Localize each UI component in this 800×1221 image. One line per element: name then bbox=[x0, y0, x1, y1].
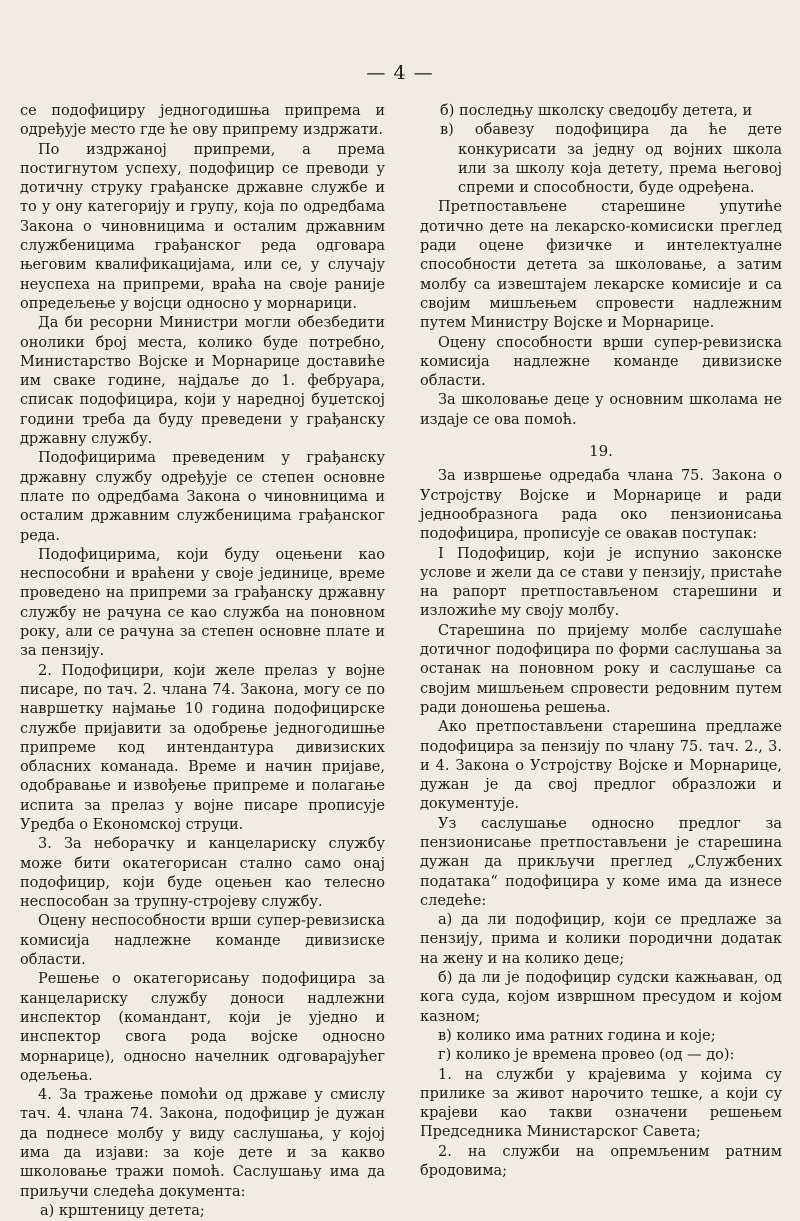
paragraph: І Подофицир, који је испунио законске услове и жели да се стави у пензију, пристаће на рапорт претпостављеном старешини и изложиће му своју молбу. bbox=[420, 545, 782, 620]
paragraph: Подофицирима, који буду оцењени као неспособни и враћени у своје јединице, време проведено на припреми за грађанску државну службу не рачуна се као служба на поновном року, али се рачуна за степен основне плате и за пензију. bbox=[20, 546, 385, 660]
paragraph: 2. Подофицири, који желе прелаз у војне писаре, по тач. 2. члана 74. Закона, могу се по навршетку најмање 10 година подофицирске службе пријавити за одобрење једногодишње припреме код интендантура дивизиских обласних команада. Време и начин пријаве, одобравање и извођење припреме и полагање испита за прелаз у војне писаре прописује Уредба о Економској струци. bbox=[20, 662, 385, 833]
paragraph: За школовање деце у основним школама не издаје се ова помоћ. bbox=[420, 392, 782, 428]
page-number: — 4 — bbox=[366, 62, 434, 84]
paragraph: Оцену неспособности врши супер-ревизиска комисија надлежне команде дивизиске области. bbox=[20, 913, 385, 969]
list-item: 2. на служби на опремљеним ратним бродовима; bbox=[420, 1143, 782, 1180]
paragraph: 4. За тражење помоћи од државе у смислу тач. 4. члана 74. Закона, подофицир је дужан да поднесе молбу у виду саслушања, у којој има да изјави: за које дете и за какво школовање тражи помоћ. Саслушању има да приључи следећа документа: bbox=[20, 1087, 385, 1200]
paragraph: 3. За неборачку и канцелариску службу може бити окатегорисан стално само онај подофицир, који буде оцењен као телесно неспособан за трупну-стројеву службу. bbox=[20, 836, 385, 911]
paragraph: Решење о окатегорисању подофицира за канцелариску службу доноси надлежни инспектор (командант, који је уједно и инспектор свога рода војске односно морнарице), односно начелник одговарајућег одељења. bbox=[20, 971, 385, 1084]
paragraph: Претпостављене старешине упутиће дотично дете на лекарско-комисиски преглед ради оцене физичке и интелектуалне способности детета за школовање, а затим молбу са извештајем лекарске комисије и са својим мишљењем спровести надлежним путем Министру Војске и Морнарице. bbox=[420, 199, 782, 332]
right-column bbox=[420, 102, 782, 1181]
list-item: а) да ли подофицир, који се предлаже за пензију, прима и колики породични додатак на жену и на колико деце; bbox=[420, 912, 782, 967]
paragraph: се подофициру једногодишња припрема и одређује место где ће ову припрему издржати. bbox=[20, 103, 385, 139]
list-item: б) последњу школску сведоџбу детета, и bbox=[440, 103, 753, 119]
paragraph: Да би ресорни Министри могли обезбедити онолики број места, колико буде потребно, Министарство Војске и Морнарице доставиће им сваке године, најдаље до 1. фебруара, списак подофицира, који у наредној буџетској години треба да буду преведени у грађанску државну службу. bbox=[20, 315, 385, 448]
paragraph: Уз саслушање односно предлог за пензионисање претпостављени је старешина дужан да прикључи преглед „Службених података“ подофицира у коме има да изнесе следеће: bbox=[420, 815, 782, 909]
list-item: б) да ли је подофицир судски кажњаван, од кога суда, којом извршном пресудом и којом казном; bbox=[420, 970, 782, 1025]
list-item: 1. на служби у крајевима у којима су прилике за живот нарочито тешке, а који су крајеви као такви означени решењем Председника Министарског Савета; bbox=[420, 1066, 782, 1141]
paragraph: Оцену способности врши супер-ревизиска комисија надлежне команде дивизиске области. bbox=[420, 334, 782, 390]
paragraph: Подофицирима преведеним у грађанску државну службу одређује се степен основне плате по одредбама Закона о чиновницима и осталим државним службеницима грађанског реда. bbox=[20, 450, 385, 544]
left-column bbox=[20, 102, 385, 1221]
paragraph: По издржаној припреми, а према постигнутом успеху, подофицир се преводи у дотичну струку грађанске државне службе и то у ону категорију и групу, која по одредбама Закона о чиновницима и осталим државним службеницима грађанског реда одговара његовим квалификацијама, или се, у случају неуспеха на припреми, враћа на своје раније опредељење у војсци односно у морнарици. bbox=[20, 141, 385, 312]
paragraph: Ако претпостављени старешина предлаже подофицира за пензију по члану 75. тач. 2., 3. и 4. Закона о Устројству Војске и Морнарице, дужан је да свој предлог образложи и документује. bbox=[420, 719, 782, 813]
paragraph: За извршење одредаба члана 75. Закона о Устројству Војске и Морнарице и ради једнообразнога рада око пензионисања подофицира, прописује се овакав поступак: bbox=[420, 468, 782, 543]
list-item: в) колико има ратних година и које; bbox=[438, 1027, 716, 1044]
section-number: 19. bbox=[589, 442, 613, 461]
list-item: г) колико је времена провео (од — до): bbox=[438, 1047, 735, 1064]
list-item: в) обавезу подофицира да ће дете конкурисати за једну од војних школа или за школу која детету, према његовој спреми и способности, буде одређена. bbox=[440, 122, 782, 197]
list-item: а) крштеницу детета; bbox=[40, 1202, 205, 1219]
paragraph: Старешина по пријему молбе саслушаће дотичног подофицира по форми саслушања за останак на поновном року и саслушање са својим мишљењем спровести редовним путем ради доношења решења. bbox=[420, 622, 782, 716]
